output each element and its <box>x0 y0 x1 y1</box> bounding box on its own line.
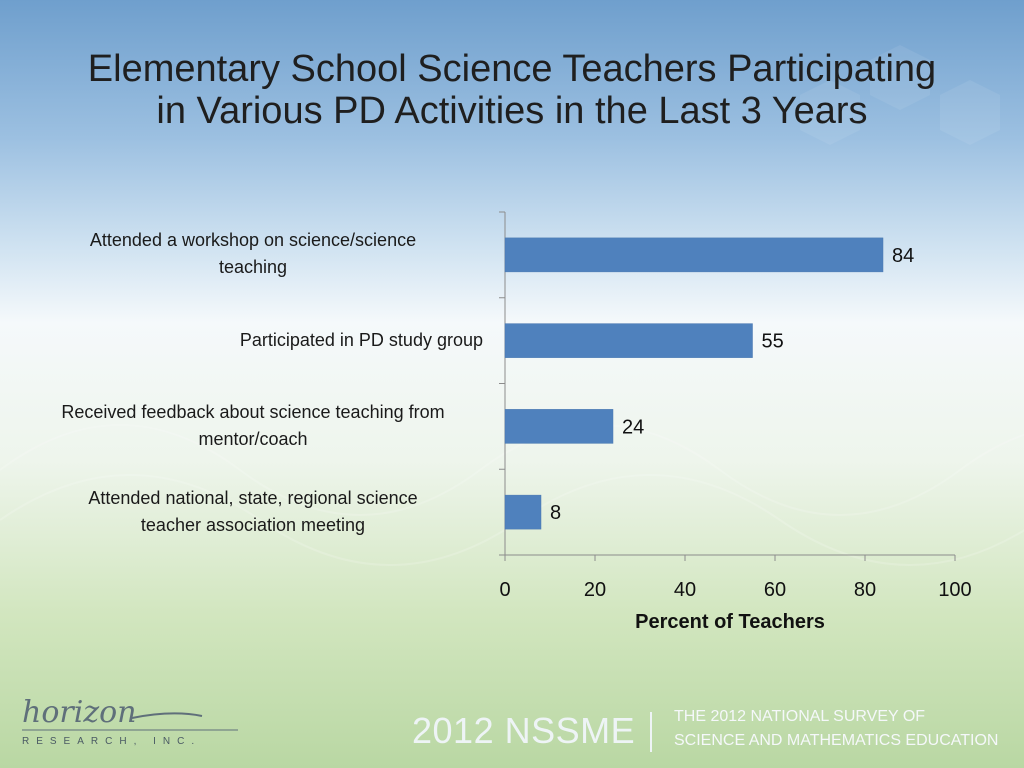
category-label-line: Attended national, state, regional science <box>88 487 418 508</box>
survey-name-line-2: SCIENCE AND MATHEMATICS EDUCATION <box>674 732 999 749</box>
survey-name <box>674 705 998 753</box>
category-label <box>23 227 483 281</box>
chart-title-line-2: in Various PD Activities in the Last 3 Years <box>156 90 868 132</box>
category-label <box>23 485 483 539</box>
x-tick-label: 100 <box>938 579 972 601</box>
x-tick-label: 60 <box>763 579 787 601</box>
category-label-line: teacher association meeting <box>140 514 366 535</box>
category-label-line: Participated in PD study group <box>239 329 483 350</box>
bar <box>505 238 883 272</box>
x-tick-label: 80 <box>853 579 877 601</box>
category-label <box>23 327 483 354</box>
data-label: 55 <box>761 330 784 353</box>
data-label: 24 <box>622 416 645 439</box>
x-axis-title: Percent of Teachers <box>635 611 825 633</box>
logo-subtitle: RESEARCH, INC. <box>22 736 202 747</box>
survey-name-line-1: THE 2012 NATIONAL SURVEY OF <box>674 708 926 725</box>
bar <box>505 409 613 443</box>
bar <box>505 324 753 358</box>
category-label <box>23 399 483 453</box>
x-tick-label: 0 <box>499 579 511 601</box>
category-label-line: mentor/coach <box>198 428 308 449</box>
x-tick-label: 20 <box>583 579 607 601</box>
category-label-line: Received feedback about science teaching from <box>61 401 445 422</box>
x-tick-label: 40 <box>673 579 697 601</box>
footer-divider <box>650 712 652 752</box>
bar <box>505 495 541 529</box>
category-label-line: Attended a workshop on science/science <box>89 230 417 251</box>
category-label-line: teaching <box>218 257 288 278</box>
chart-title-line-1: Elementary School Science Teachers Participating <box>87 48 937 90</box>
data-label: 8 <box>550 502 562 525</box>
nssme-brand: 2012 NSSME <box>412 710 636 751</box>
horizon-research-logo <box>22 696 252 748</box>
data-label: 84 <box>892 244 915 267</box>
logo-script-text: horizon <box>22 696 137 730</box>
